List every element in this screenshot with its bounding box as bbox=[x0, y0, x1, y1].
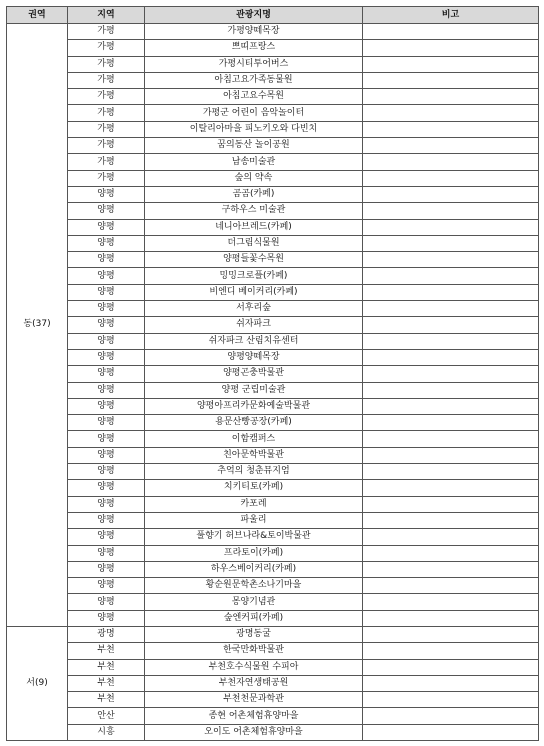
table-row bbox=[7, 366, 539, 382]
site-cell: 하우스베이커리(카페) bbox=[145, 561, 363, 577]
site-cell: 양평곤충박물관 bbox=[145, 366, 363, 382]
area-cell: 양평 bbox=[68, 561, 145, 577]
site-cell: 부천호수식물원 수피아 bbox=[145, 659, 363, 675]
area-cell: 양평 bbox=[68, 610, 145, 626]
table-row bbox=[7, 675, 539, 691]
site-cell: 친아문학박물관 bbox=[145, 447, 363, 463]
table-row bbox=[7, 398, 539, 414]
table-row bbox=[7, 333, 539, 349]
area-cell: 광명 bbox=[68, 626, 145, 642]
area-cell: 양평 bbox=[68, 594, 145, 610]
area-cell: 양평 bbox=[68, 301, 145, 317]
site-cell: 치키티토(카페) bbox=[145, 480, 363, 496]
area-cell: 부천 bbox=[68, 659, 145, 675]
note-cell bbox=[363, 724, 539, 740]
note-cell bbox=[363, 186, 539, 202]
note-cell bbox=[363, 415, 539, 431]
area-cell: 양평 bbox=[68, 512, 145, 528]
area-cell: 가평 bbox=[68, 138, 145, 154]
area-cell: 양평 bbox=[68, 349, 145, 365]
table-row bbox=[7, 72, 539, 88]
area-cell: 양평 bbox=[68, 203, 145, 219]
note-cell bbox=[363, 235, 539, 251]
note-cell bbox=[363, 545, 539, 561]
note-cell bbox=[363, 301, 539, 317]
table-row bbox=[7, 431, 539, 447]
site-cell: 오이도 어촌체험휴양마을 bbox=[145, 724, 363, 740]
area-cell: 양평 bbox=[68, 496, 145, 512]
note-cell bbox=[363, 512, 539, 528]
note-cell bbox=[363, 219, 539, 235]
region-group-cell: 동(37) bbox=[7, 24, 68, 627]
area-cell: 가평 bbox=[68, 170, 145, 186]
area-cell: 양평 bbox=[68, 284, 145, 300]
table-row bbox=[7, 252, 539, 268]
table-row bbox=[7, 89, 539, 105]
table-row bbox=[7, 529, 539, 545]
site-cell: 양평양떼목장 bbox=[145, 349, 363, 365]
table-row bbox=[7, 610, 539, 626]
note-cell bbox=[363, 24, 539, 40]
table-row bbox=[7, 659, 539, 675]
note-cell bbox=[363, 610, 539, 626]
table-body bbox=[7, 24, 539, 741]
area-cell: 가평 bbox=[68, 105, 145, 121]
site-cell: 카포레 bbox=[145, 496, 363, 512]
table-row bbox=[7, 317, 539, 333]
site-cell: 풀향기 허브나라&토이박물관 bbox=[145, 529, 363, 545]
site-cell: 종현 어촌체험휴양마을 bbox=[145, 708, 363, 724]
table-row bbox=[7, 284, 539, 300]
area-cell: 부천 bbox=[68, 643, 145, 659]
site-cell: 부천자연생태공원 bbox=[145, 675, 363, 691]
area-cell: 양평 bbox=[68, 252, 145, 268]
area-cell: 양평 bbox=[68, 545, 145, 561]
note-cell bbox=[363, 72, 539, 88]
site-cell: 구하우스 미술관 bbox=[145, 203, 363, 219]
table-row bbox=[7, 643, 539, 659]
area-cell: 양평 bbox=[68, 235, 145, 251]
header-area: 지역 bbox=[68, 7, 145, 24]
site-cell: 양평아프리카문화예술박물관 bbox=[145, 398, 363, 414]
area-cell: 가평 bbox=[68, 89, 145, 105]
table-row bbox=[7, 268, 539, 284]
site-cell: 밍밍크로플(카페) bbox=[145, 268, 363, 284]
site-cell: 부천천문과학관 bbox=[145, 692, 363, 708]
site-cell: 용문산빵공장(카페) bbox=[145, 415, 363, 431]
note-cell bbox=[363, 317, 539, 333]
site-cell: 네니아브레드(카페) bbox=[145, 219, 363, 235]
table-row bbox=[7, 512, 539, 528]
area-cell: 가평 bbox=[68, 72, 145, 88]
note-cell bbox=[363, 578, 539, 594]
site-cell: 파울리 bbox=[145, 512, 363, 528]
site-cell: 아침고요가족동물원 bbox=[145, 72, 363, 88]
table-row bbox=[7, 170, 539, 186]
site-cell: 한국만화박물관 bbox=[145, 643, 363, 659]
site-cell: 아침고요수목원 bbox=[145, 89, 363, 105]
table-row bbox=[7, 121, 539, 137]
area-cell: 가평 bbox=[68, 154, 145, 170]
note-cell bbox=[363, 659, 539, 675]
table-row bbox=[7, 561, 539, 577]
site-cell: 프라토이(카페) bbox=[145, 545, 363, 561]
note-cell bbox=[363, 398, 539, 414]
note-cell bbox=[363, 496, 539, 512]
note-cell bbox=[363, 692, 539, 708]
table-row bbox=[7, 219, 539, 235]
table-row bbox=[7, 24, 539, 40]
note-cell bbox=[363, 268, 539, 284]
area-cell: 부천 bbox=[68, 692, 145, 708]
area-cell: 양평 bbox=[68, 317, 145, 333]
site-cell: 가평군 어린이 음악놀이터 bbox=[145, 105, 363, 121]
area-cell: 가평 bbox=[68, 24, 145, 40]
table-row bbox=[7, 203, 539, 219]
note-cell bbox=[363, 675, 539, 691]
note-cell bbox=[363, 154, 539, 170]
note-cell bbox=[363, 529, 539, 545]
site-cell: 쉬자파크 bbox=[145, 317, 363, 333]
note-cell bbox=[363, 431, 539, 447]
table-row bbox=[7, 594, 539, 610]
note-cell bbox=[363, 89, 539, 105]
site-cell: 꿈의동산 놀이공원 bbox=[145, 138, 363, 154]
area-cell: 양평 bbox=[68, 333, 145, 349]
area-cell: 양평 bbox=[68, 219, 145, 235]
note-cell bbox=[363, 121, 539, 137]
table-row bbox=[7, 708, 539, 724]
site-cell: 더그림식물원 bbox=[145, 235, 363, 251]
table-row bbox=[7, 692, 539, 708]
note-cell bbox=[363, 594, 539, 610]
area-cell: 양평 bbox=[68, 447, 145, 463]
table-row bbox=[7, 626, 539, 642]
table-row bbox=[7, 496, 539, 512]
note-cell bbox=[363, 349, 539, 365]
area-cell: 가평 bbox=[68, 56, 145, 72]
tourist-site-table bbox=[6, 6, 539, 741]
site-cell: 이탈리아마을 피노키오와 다빈치 bbox=[145, 121, 363, 137]
note-cell bbox=[363, 708, 539, 724]
header-note: 비고 bbox=[363, 7, 539, 24]
area-cell: 양평 bbox=[68, 431, 145, 447]
header-site: 관광지명 bbox=[145, 7, 363, 24]
table-row bbox=[7, 578, 539, 594]
note-cell bbox=[363, 366, 539, 382]
area-cell: 양평 bbox=[68, 268, 145, 284]
table-row bbox=[7, 545, 539, 561]
note-cell bbox=[363, 56, 539, 72]
area-cell: 양평 bbox=[68, 464, 145, 480]
site-cell: 양평들꽃수목원 bbox=[145, 252, 363, 268]
note-cell bbox=[363, 447, 539, 463]
area-cell: 양평 bbox=[68, 382, 145, 398]
table-row bbox=[7, 105, 539, 121]
site-cell: 가평시티투어버스 bbox=[145, 56, 363, 72]
note-cell bbox=[363, 480, 539, 496]
site-cell: 숲엔커피(카페) bbox=[145, 610, 363, 626]
table-row bbox=[7, 235, 539, 251]
site-cell: 곰곰(카페) bbox=[145, 186, 363, 202]
table-row bbox=[7, 480, 539, 496]
table-row bbox=[7, 138, 539, 154]
note-cell bbox=[363, 40, 539, 56]
area-cell: 양평 bbox=[68, 415, 145, 431]
table-row bbox=[7, 186, 539, 202]
site-cell: 서후리숲 bbox=[145, 301, 363, 317]
site-cell: 비엔디 베이커리(카페) bbox=[145, 284, 363, 300]
table-row bbox=[7, 447, 539, 463]
table-row bbox=[7, 301, 539, 317]
site-cell: 숲의 약속 bbox=[145, 170, 363, 186]
note-cell bbox=[363, 138, 539, 154]
area-cell: 양평 bbox=[68, 480, 145, 496]
table-row bbox=[7, 415, 539, 431]
note-cell bbox=[363, 643, 539, 659]
area-cell: 양평 bbox=[68, 529, 145, 545]
table-row bbox=[7, 464, 539, 480]
note-cell bbox=[363, 333, 539, 349]
area-cell: 양평 bbox=[68, 186, 145, 202]
area-cell: 부천 bbox=[68, 675, 145, 691]
table-row bbox=[7, 40, 539, 56]
site-cell: 쉬자파크 산림치유센터 bbox=[145, 333, 363, 349]
note-cell bbox=[363, 464, 539, 480]
table-row bbox=[7, 382, 539, 398]
area-cell: 양평 bbox=[68, 578, 145, 594]
note-cell bbox=[363, 626, 539, 642]
note-cell bbox=[363, 252, 539, 268]
site-cell: 이함캠퍼스 bbox=[145, 431, 363, 447]
note-cell bbox=[363, 203, 539, 219]
header-region-group: 권역 bbox=[7, 7, 68, 24]
area-cell: 양평 bbox=[68, 366, 145, 382]
area-cell: 가평 bbox=[68, 121, 145, 137]
site-cell: 황순원문학촌소나기마을 bbox=[145, 578, 363, 594]
note-cell bbox=[363, 561, 539, 577]
region-group-cell: 서(9) bbox=[7, 626, 68, 740]
site-cell: 양평 군립미술관 bbox=[145, 382, 363, 398]
site-cell: 추억의 청춘뮤지엄 bbox=[145, 464, 363, 480]
note-cell bbox=[363, 382, 539, 398]
table-row bbox=[7, 154, 539, 170]
area-cell: 시흥 bbox=[68, 724, 145, 740]
note-cell bbox=[363, 105, 539, 121]
header-row bbox=[7, 7, 539, 24]
table-row bbox=[7, 349, 539, 365]
site-cell: 가평양떼목장 bbox=[145, 24, 363, 40]
note-cell bbox=[363, 170, 539, 186]
area-cell: 양평 bbox=[68, 398, 145, 414]
table-row bbox=[7, 56, 539, 72]
site-cell: 남송미술관 bbox=[145, 154, 363, 170]
table-row bbox=[7, 724, 539, 740]
site-cell: 광명동굴 bbox=[145, 626, 363, 642]
area-cell: 안산 bbox=[68, 708, 145, 724]
area-cell: 가평 bbox=[68, 40, 145, 56]
site-cell: 몽양기념관 bbox=[145, 594, 363, 610]
note-cell bbox=[363, 284, 539, 300]
site-cell: 쁘띠프랑스 bbox=[145, 40, 363, 56]
